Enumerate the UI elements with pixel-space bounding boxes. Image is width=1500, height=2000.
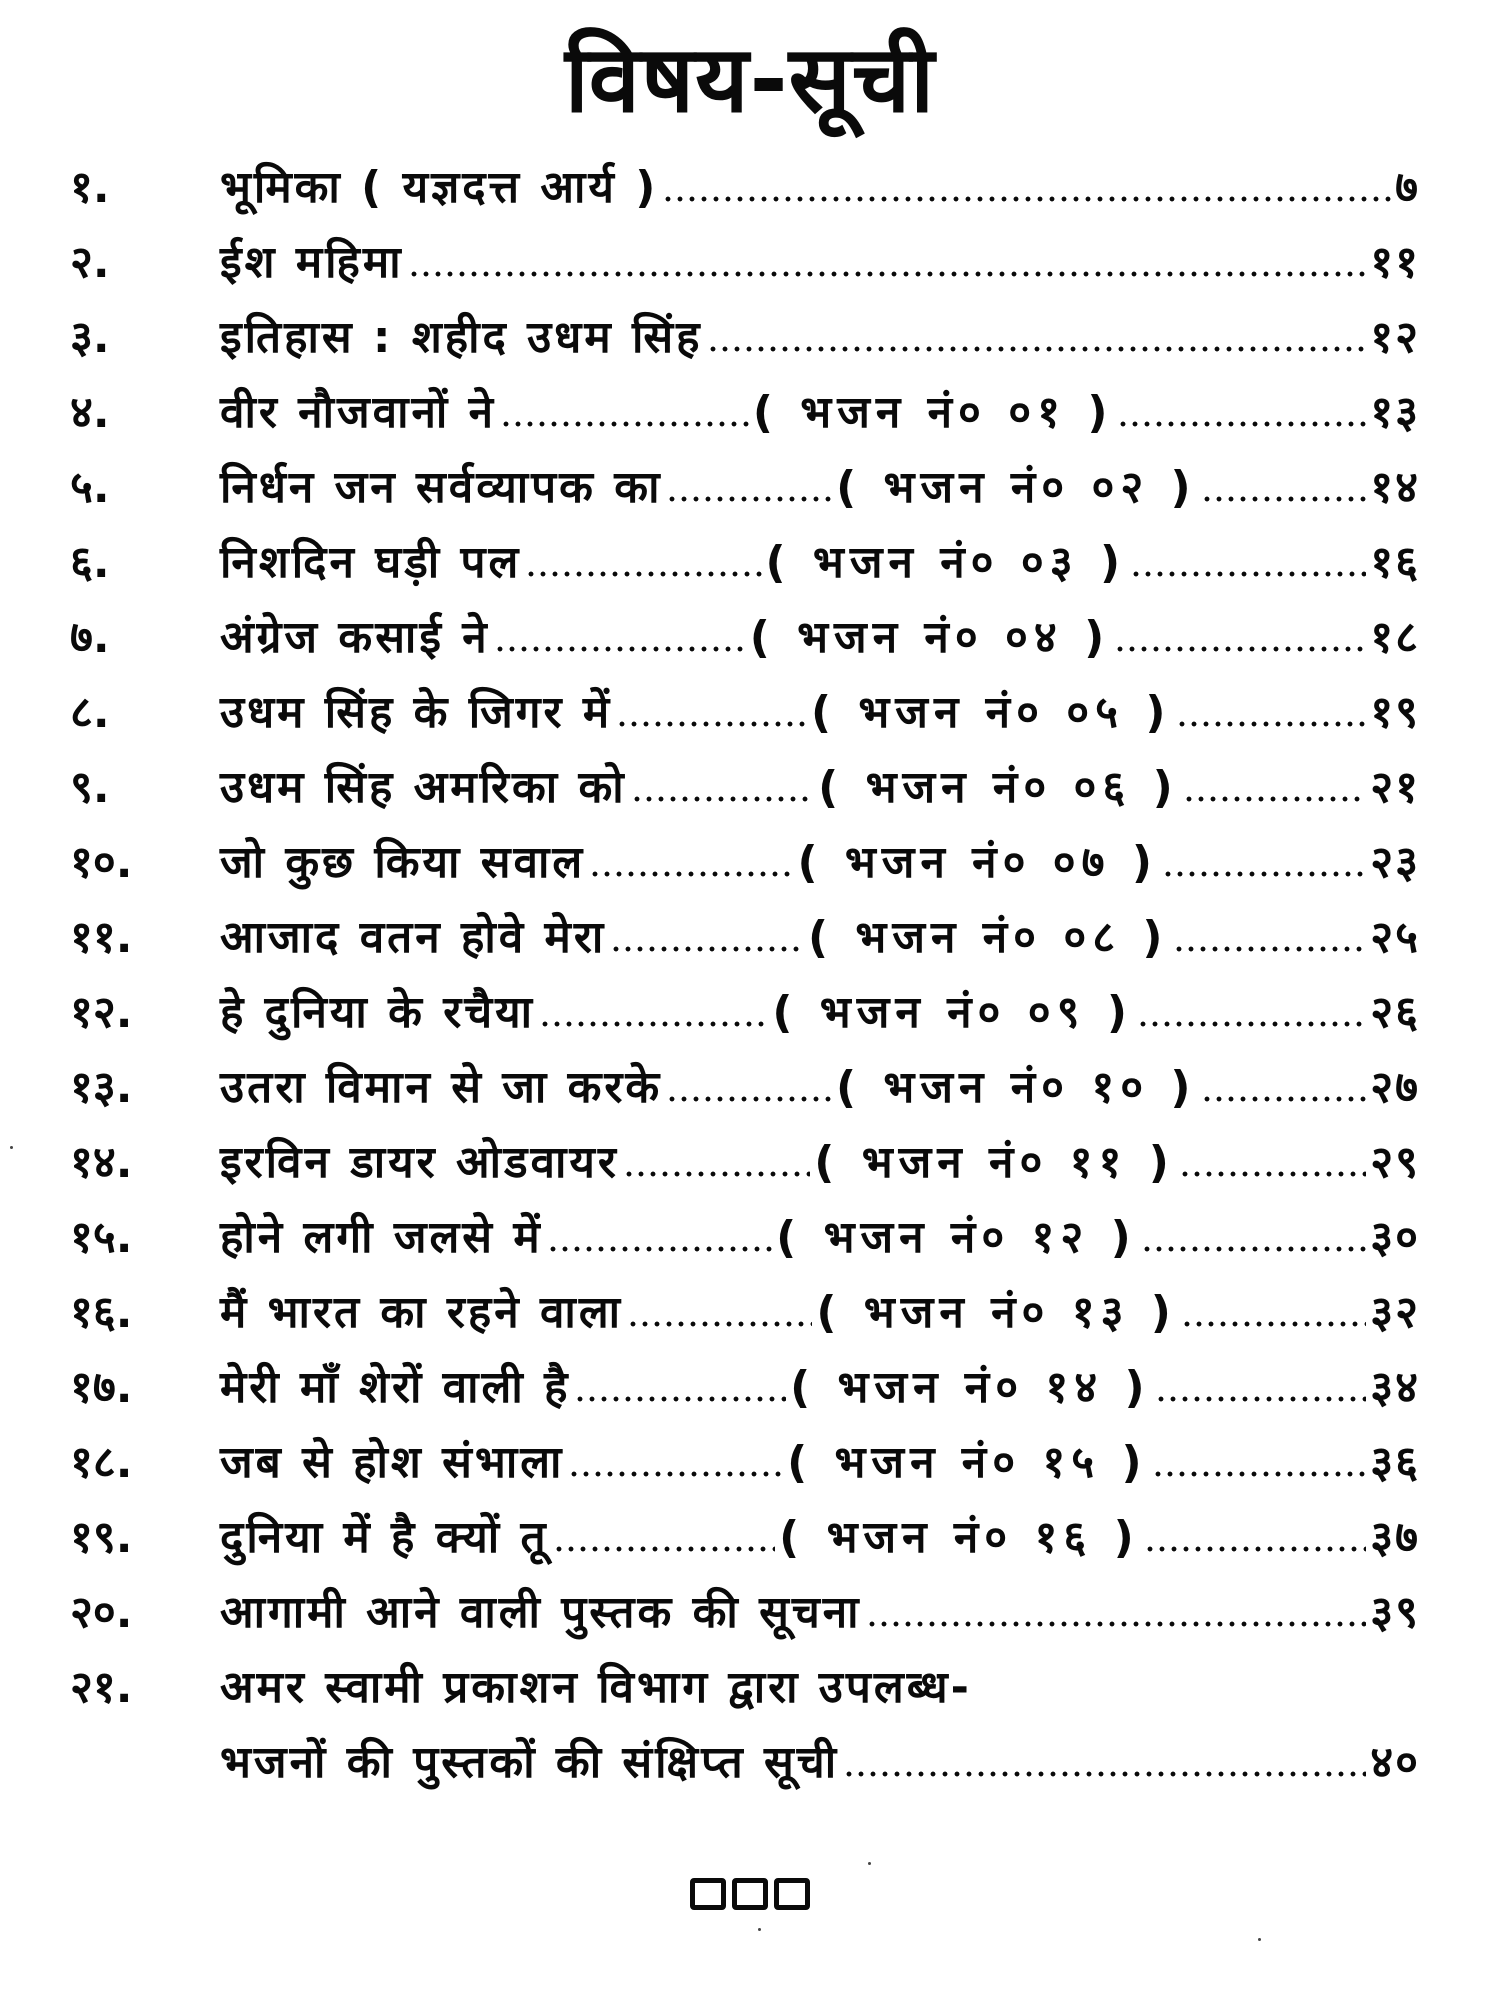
dot-leader — [627, 1321, 812, 1327]
dot-leader — [589, 871, 793, 877]
toc-entry — [70, 1275, 1420, 1350]
dot-leader — [1114, 646, 1366, 652]
dot-leader — [666, 1096, 832, 1102]
entry-number: २१. — [70, 1662, 133, 1713]
entry-bhajan-number: ( भजन नं० ०६ ) — [818, 762, 1179, 813]
entry-bhajan-number: ( भजन नं० १३ ) — [816, 1287, 1177, 1338]
toc-entry — [70, 600, 1420, 675]
square-ornament-icon — [774, 1878, 810, 1910]
entry-title: भजनों की पुस्तकों की संक्षिप्त सूची — [220, 1737, 840, 1788]
entry-bhajan-number: ( भजन नं० १० ) — [835, 1062, 1197, 1113]
entry-bhajan-number: ( भजन नं० ०९ ) — [772, 987, 1133, 1038]
dot-leader — [1173, 946, 1367, 952]
dot-leader — [525, 571, 761, 577]
entry-number: ११. — [70, 912, 133, 963]
entry-title: भूमिका ( यज्ञदत्त आर्य ) — [220, 162, 659, 213]
dot-leader — [500, 421, 749, 427]
dot-leader — [494, 646, 746, 652]
dot-leader — [1162, 871, 1366, 877]
scan-speck — [10, 1146, 13, 1149]
entry-page-number: १९ — [1370, 687, 1421, 738]
dot-leader — [631, 796, 815, 802]
toc-entry — [70, 1575, 1420, 1650]
entry-body — [220, 300, 1420, 375]
entry-bhajan-number: ( भजन नं० १२ ) — [776, 1212, 1137, 1263]
entry-body — [220, 750, 1420, 825]
entry-page-number: २३ — [1370, 837, 1421, 888]
entry-title: आगामी आने वाली पुस्तक की सूचना — [220, 1587, 862, 1638]
dot-leader — [1176, 721, 1367, 727]
table-of-contents — [70, 150, 1420, 1800]
entry-title: इरविन डायर ओडवायर — [220, 1137, 619, 1188]
entry-number: १२. — [70, 987, 133, 1038]
toc-entry — [70, 300, 1420, 375]
dot-leader — [623, 1171, 810, 1177]
entry-number: १९. — [70, 1512, 133, 1563]
entry-bhajan-number: ( भजन नं० ०७ ) — [797, 837, 1158, 888]
entry-title: निशदिन घड़ी पल — [220, 537, 522, 588]
entry-page-number: ११ — [1370, 237, 1420, 288]
entry-bhajan-number: ( भजन नं० ०५ ) — [810, 687, 1172, 738]
entry-body — [220, 150, 1420, 225]
entry-page-number: ३६ — [1370, 1437, 1420, 1488]
scan-speck — [1258, 1938, 1261, 1941]
toc-entry — [70, 900, 1420, 975]
entry-title: होने लगी जलसे में — [220, 1212, 543, 1263]
entry-number: ९. — [70, 762, 110, 813]
toc-entry — [70, 975, 1420, 1050]
dot-leader — [1144, 1546, 1367, 1552]
dot-leader — [1183, 796, 1367, 802]
entry-title: उधम सिंह के जिगर में — [220, 687, 613, 738]
entry-body — [220, 375, 1420, 450]
entry-title: जो कुछ किया सवाल — [220, 837, 586, 888]
entry-page-number: ७ — [1395, 162, 1420, 213]
entry-body — [220, 900, 1420, 975]
entry-page-number: १४ — [1370, 462, 1421, 513]
dot-leader — [547, 1246, 773, 1252]
entry-bhajan-number: ( भजन नं० ०१ ) — [752, 387, 1114, 438]
entry-number: १८. — [70, 1437, 133, 1488]
entry-number: १६. — [70, 1287, 133, 1338]
entry-number: १७. — [70, 1362, 133, 1413]
entry-title: उतरा विमान से जा करके — [220, 1062, 663, 1113]
entry-body — [220, 825, 1420, 900]
entry-bhajan-number: ( भजन नं० ०२ ) — [836, 462, 1197, 513]
entry-page-number: २६ — [1370, 987, 1421, 1038]
dot-leader — [866, 1621, 1367, 1627]
toc-entry — [70, 450, 1420, 525]
dot-leader — [666, 496, 832, 502]
entry-page-number: २९ — [1370, 1137, 1421, 1188]
entry-body — [220, 675, 1420, 750]
entry-page-number: ३९ — [1370, 1587, 1420, 1638]
entry-number: २. — [70, 237, 110, 288]
entry-title: मेरी माँ शेरों वाली है — [220, 1362, 571, 1413]
dot-leader — [1179, 1171, 1366, 1177]
entry-page-number: १८ — [1370, 612, 1421, 663]
entry-page-number: १२ — [1370, 312, 1420, 363]
entry-number: ५. — [70, 462, 110, 513]
toc-entry — [70, 675, 1420, 750]
toc-entry — [70, 1050, 1420, 1125]
entry-bhajan-number: ( भजन नं० १४ ) — [790, 1362, 1151, 1413]
entry-number: ६. — [70, 537, 110, 588]
entry-title: ईश महिमा — [220, 237, 404, 288]
entry-page-number: ४० — [1370, 1737, 1420, 1788]
entry-bhajan-number: ( भजन नं० १५ ) — [787, 1437, 1148, 1488]
entry-page-number: २१ — [1370, 762, 1420, 813]
entry-body — [220, 525, 1420, 600]
entry-title: हे दुनिया के रचैया — [220, 987, 536, 1038]
entry-body — [220, 1500, 1420, 1575]
entry-page-number: ३४ — [1370, 1362, 1420, 1413]
entry-body — [220, 1350, 1420, 1425]
entry-page-number: ३२ — [1370, 1287, 1420, 1338]
dot-leader — [553, 1546, 776, 1552]
entry-page-number: २५ — [1370, 912, 1420, 963]
page-title: विषय-सूची — [564, 26, 936, 133]
dot-leader — [1201, 496, 1367, 502]
end-ornament — [0, 1878, 1500, 1910]
entry-body — [220, 1125, 1420, 1200]
entry-body — [220, 450, 1420, 525]
toc-entry — [70, 375, 1420, 450]
entry-number: ४. — [70, 387, 110, 438]
dot-leader — [1130, 571, 1366, 577]
entry-page-number: १६ — [1370, 537, 1420, 588]
entry-title: मैं भारत का रहने वाला — [220, 1287, 624, 1338]
entry-bhajan-number: ( भजन नं० ११ ) — [814, 1137, 1175, 1188]
toc-entry-continuation — [70, 1725, 1420, 1800]
entry-body — [220, 1275, 1420, 1350]
entry-number: ७. — [70, 612, 110, 663]
entry-page-number: २७ — [1370, 1062, 1421, 1113]
toc-entry — [70, 1200, 1420, 1275]
dot-leader — [1155, 1396, 1367, 1402]
toc-entry — [70, 825, 1420, 900]
dot-leader — [1201, 1096, 1367, 1102]
entry-bhajan-number: ( भजन नं० १६ ) — [779, 1512, 1140, 1563]
entry-body — [220, 600, 1420, 675]
entry-number: १३. — [70, 1062, 133, 1113]
dot-leader — [568, 1471, 783, 1477]
toc-entry — [70, 1425, 1420, 1500]
entry-body — [220, 225, 1420, 300]
dot-leader — [616, 721, 807, 727]
entry-body — [220, 1050, 1420, 1125]
entry-body — [220, 1200, 1420, 1275]
dot-leader — [610, 946, 804, 952]
dot-leader — [843, 1771, 1366, 1777]
dot-leader — [539, 1021, 768, 1027]
entry-bhajan-number: ( भजन नं० ०४ ) — [749, 612, 1111, 663]
entry-title: जब से होश संभाला — [220, 1437, 565, 1488]
dot-leader — [1137, 1021, 1366, 1027]
entry-number: २०. — [70, 1587, 133, 1638]
dot-leader — [1181, 1321, 1366, 1327]
entry-number: १०. — [70, 837, 133, 888]
dot-leader — [1141, 1246, 1367, 1252]
toc-entry — [70, 150, 1420, 225]
dot-leader — [707, 346, 1367, 352]
toc-entry — [70, 1500, 1420, 1575]
entry-bhajan-number: ( भजन नं० ०३ ) — [765, 537, 1127, 588]
entry-title: इतिहास : शहीद उधम सिंह — [220, 312, 703, 363]
entry-page-number: ३० — [1370, 1212, 1420, 1263]
dot-leader — [1152, 1471, 1367, 1477]
entry-body — [220, 1725, 1420, 1800]
entry-bhajan-number: ( भजन नं० ०८ ) — [807, 912, 1169, 963]
toc-entry — [70, 1650, 1420, 1725]
entry-title: वीर नौजवानों ने — [220, 387, 497, 438]
scan-speck — [868, 1862, 871, 1865]
toc-entry — [70, 1350, 1420, 1425]
entry-number: १५. — [70, 1212, 133, 1263]
entry-number: १. — [70, 162, 110, 213]
entry-title: निर्धन जन सर्वव्यापक का — [220, 462, 663, 513]
entry-title: दुनिया में है क्यों तू — [220, 1512, 549, 1563]
toc-entry — [70, 225, 1420, 300]
entry-title: अमर स्वामी प्रकाशन विभाग द्वारा उपलब्ध- — [220, 1662, 972, 1713]
entry-title: अंग्रेज कसाई ने — [220, 612, 490, 663]
toc-entry — [70, 1125, 1420, 1200]
toc-entry — [70, 525, 1420, 600]
entry-number: ८. — [70, 687, 110, 738]
dot-leader — [574, 1396, 786, 1402]
dot-leader — [662, 196, 1391, 202]
dot-leader — [1117, 421, 1366, 427]
entry-body — [220, 1650, 1420, 1725]
entry-number: १४. — [70, 1137, 133, 1188]
entry-page-number: १३ — [1370, 387, 1421, 438]
square-ornament-icon — [732, 1878, 768, 1910]
entry-number: ३. — [70, 312, 110, 363]
scan-speck — [758, 1928, 761, 1931]
entry-title: उधम सिंह अमरिका को — [220, 762, 627, 813]
entry-page-number: ३७ — [1370, 1512, 1421, 1563]
entry-body — [220, 1575, 1420, 1650]
toc-entry — [70, 750, 1420, 825]
dot-leader — [408, 271, 1367, 277]
entry-body — [220, 975, 1420, 1050]
entry-title: आजाद वतन होवे मेरा — [220, 912, 607, 963]
entry-body — [220, 1425, 1420, 1500]
square-ornament-icon — [690, 1878, 726, 1910]
